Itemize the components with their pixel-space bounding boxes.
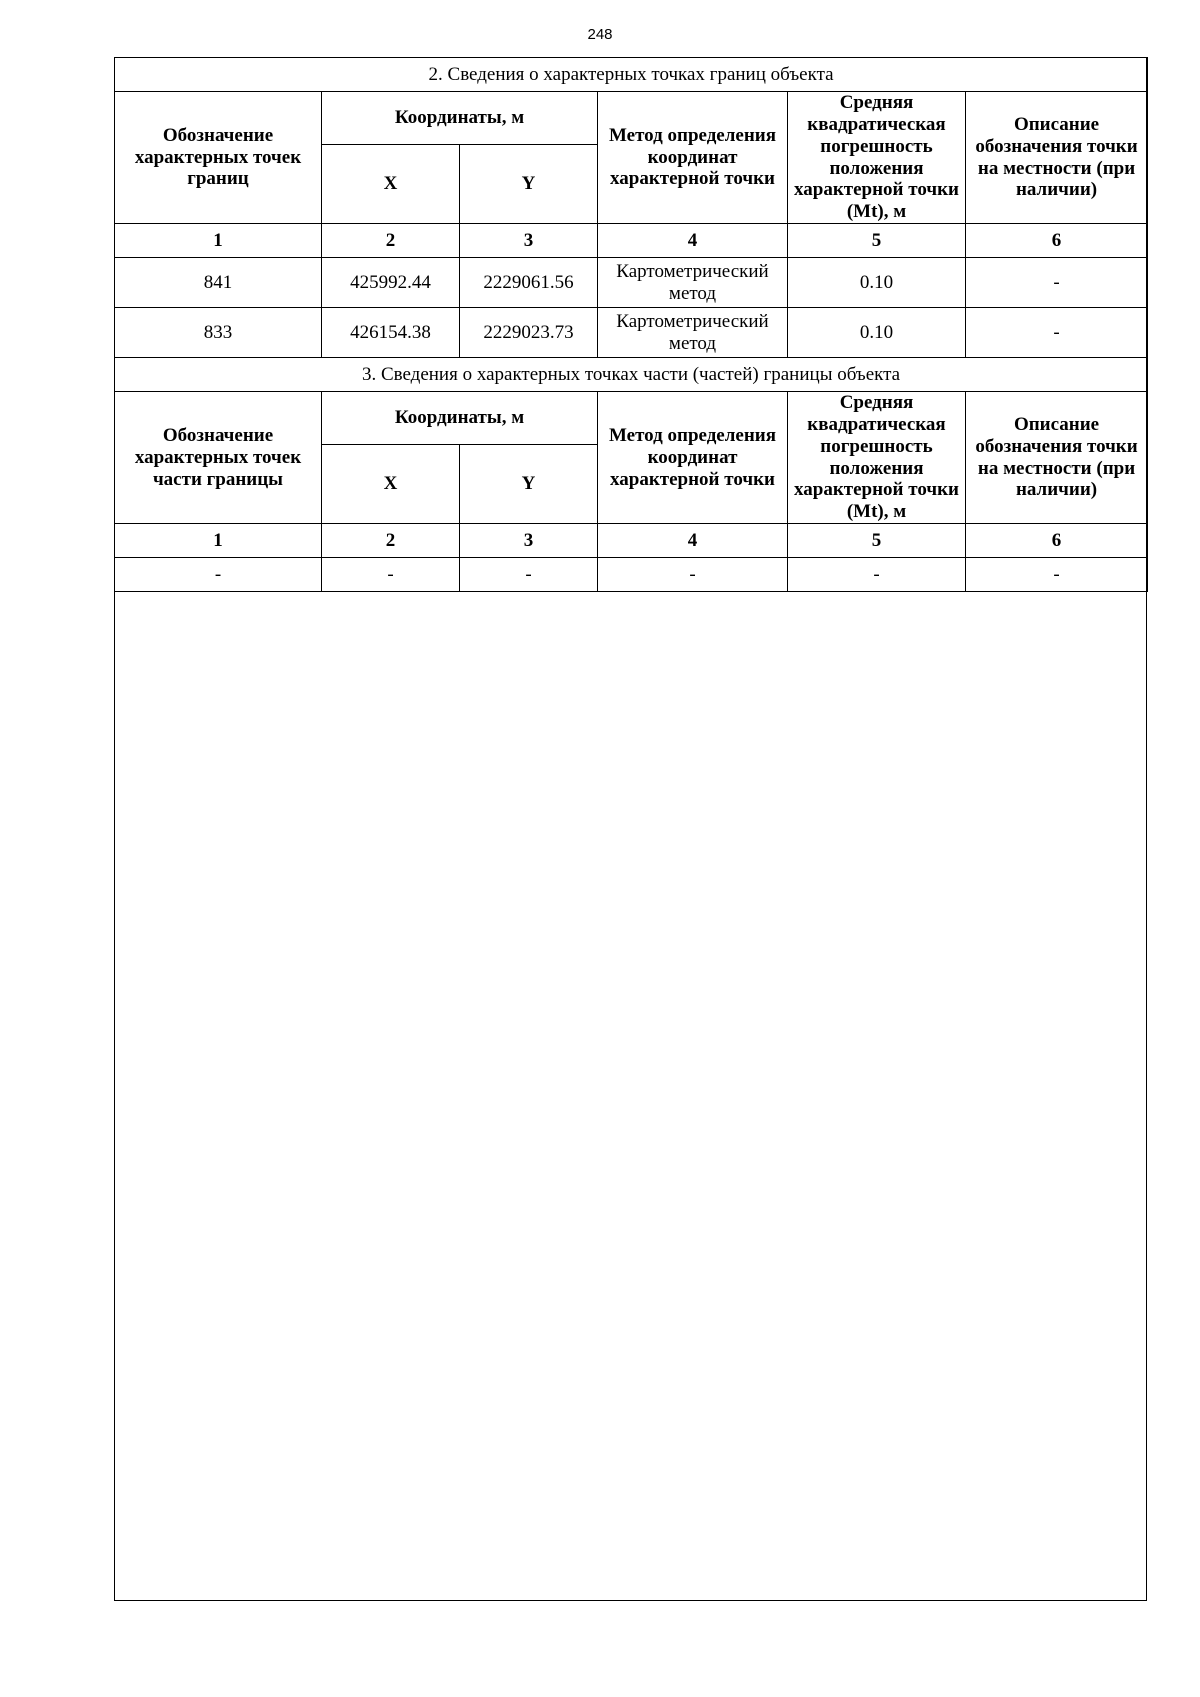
column-number: 1 (115, 224, 322, 258)
section2-header-method: Метод определения координат характерной точки (598, 92, 788, 224)
column-number: 3 (460, 224, 598, 258)
column-number: 5 (788, 224, 966, 258)
mean-error: - (788, 558, 966, 592)
coord-x: 425992.44 (322, 258, 460, 308)
coord-y: - (460, 558, 598, 592)
coord-y: 2229061.56 (460, 258, 598, 308)
table-row (115, 258, 1148, 308)
column-number: 4 (598, 524, 788, 558)
section2-column-numbers (115, 224, 1148, 258)
column-number: 2 (322, 224, 460, 258)
point-description: - (966, 258, 1148, 308)
column-number: 3 (460, 524, 598, 558)
point-id: 841 (115, 258, 322, 308)
table-row (115, 558, 1148, 592)
method: Картометрический метод (598, 308, 788, 358)
section3-header-error: Средняя квадратическая погрешность положения характерной точки (Mt), м (788, 392, 966, 524)
section3-header-method: Метод определения координат характерной точки (598, 392, 788, 524)
coord-x: - (322, 558, 460, 592)
section3-header-description: Описание обозначения точки на местности (при наличии) (966, 392, 1148, 524)
column-number: 4 (598, 224, 788, 258)
mean-error: 0.10 (788, 308, 966, 358)
section3-column-numbers (115, 524, 1148, 558)
section3-header-point: Обозначение характерных точек части границы (115, 392, 322, 524)
column-number: 5 (788, 524, 966, 558)
section3-header-x: X (322, 445, 460, 524)
section2-header-point: Обозначение характерных точек границ (115, 92, 322, 224)
section2-header-coords: Координаты, м (322, 92, 598, 145)
section2-header-description: Описание обозначения точки на местности (при наличии) (966, 92, 1148, 224)
section3-header-y: Y (460, 445, 598, 524)
section3-header-coords: Координаты, м (322, 392, 598, 445)
section3-title: 3. Сведения о характерных точках части (частей) границы объекта (115, 358, 1148, 392)
table-row (115, 308, 1148, 358)
point-description: - (966, 558, 1148, 592)
column-number: 2 (322, 524, 460, 558)
point-description: - (966, 308, 1148, 358)
method: Картометрический метод (598, 258, 788, 308)
column-number: 6 (966, 524, 1148, 558)
section2-header-y: Y (460, 145, 598, 224)
section2-header-x: X (322, 145, 460, 224)
boundary-points-table (114, 57, 1148, 592)
point-id: - (115, 558, 322, 592)
coord-y: 2229023.73 (460, 308, 598, 358)
section2-header-error: Средняя квадратическая погрешность положения характерной точки (Mt), м (788, 92, 966, 224)
section2-title: 2. Сведения о характерных точках границ объекта (115, 58, 1148, 92)
coord-x: 426154.38 (322, 308, 460, 358)
method: - (598, 558, 788, 592)
point-id: 833 (115, 308, 322, 358)
mean-error: 0.10 (788, 258, 966, 308)
column-number: 6 (966, 224, 1148, 258)
column-number: 1 (115, 524, 322, 558)
page-number: 248 (587, 26, 613, 43)
